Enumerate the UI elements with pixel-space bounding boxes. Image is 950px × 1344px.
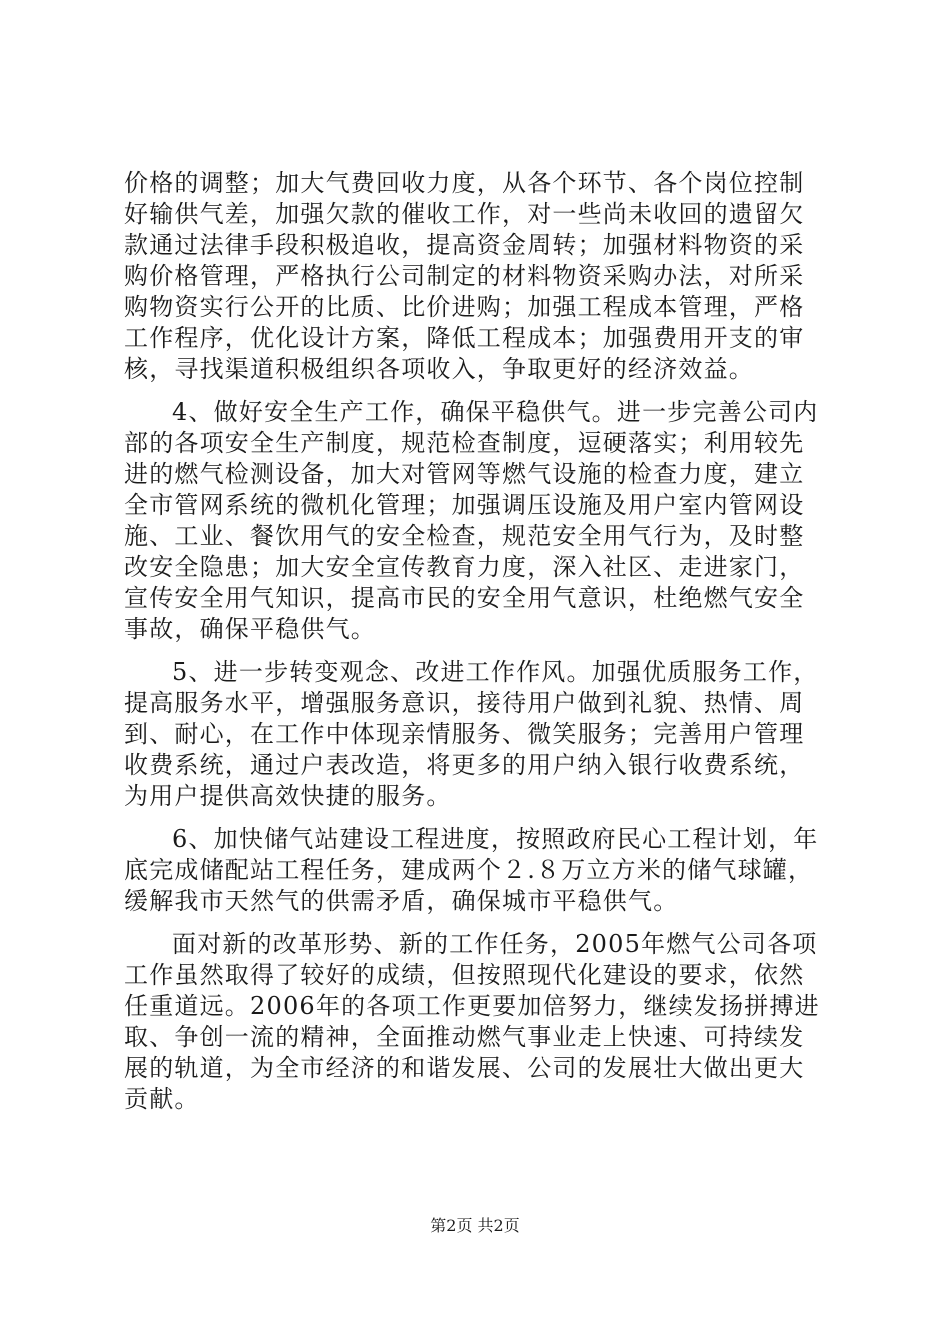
text-line: 任重道远。2006年的各项工作更要加倍努力，继续发扬拼搏进: [124, 992, 820, 1020]
paragraph-service: [124, 657, 828, 812]
text-line: 5、进一步转变观念、改进工作作风。加强优质服务工作，: [172, 658, 819, 686]
text-line: 宣传安全用气知识，提高市民的安全用气意识，杜绝燃气安全: [124, 584, 805, 612]
page-number-footer: 第2页 共2页: [430, 1216, 520, 1235]
text-line: 全市管网系统的微机化管理；加强调压设施及用户室内管网设: [124, 491, 805, 519]
text-line: 施、工业、餐饮用气的安全检查，规范安全用气行为，及时整: [124, 522, 805, 550]
text-line: 核，寻找渠道积极组织各项收入，争取更好的经济效益。: [124, 355, 754, 383]
text-line: 展的轨道，为全市经济的和谐发展、公司的发展壮大做出更大: [124, 1054, 805, 1082]
text-line: 收费系统，通过户表改造，将更多的用户纳入银行收费系统，: [124, 751, 805, 779]
text-line: 到、耐心，在工作中体现亲情服务、微笑服务；完善用户管理: [124, 720, 805, 748]
paragraph-storage-station: [124, 824, 828, 917]
paragraph-cost-control: [124, 168, 828, 385]
text-line: 底完成储配站工程任务，建成两个２.８万立方米的储气球罐，: [124, 856, 814, 884]
document-body: [124, 168, 828, 1115]
text-line: 提高服务水平，增强服务意识，接待用户做到礼貌、热情、周: [124, 689, 805, 717]
text-line: 购物资实行公开的比质、比价进购；加强工程成本管理，严格: [124, 293, 805, 321]
text-line: 款通过法律手段积极追收，提高资金周转；加强材料物资的采: [124, 231, 805, 259]
text-line: 取、争创一流的精神，全面推动燃气事业走上快速、可持续发: [124, 1023, 805, 1051]
text-line: 面对新的改革形势、新的工作任务，2005年燃气公司各项: [172, 930, 818, 958]
text-line: 进的燃气检测设备，加大对管网等燃气设施的检查力度，建立: [124, 460, 805, 488]
text-line: 购价格管理，严格执行公司制定的材料物资采购办法，对所采: [124, 262, 805, 290]
text-line: 部的各项安全生产制度，规范检查制度，逗硬落实；利用较先: [124, 429, 805, 457]
text-line: 6、加快储气站建设工程进度，按照政府民心工程计划，年: [172, 825, 819, 853]
text-line: 价格的调整；加大气费回收力度，从各个环节、各个岗位控制: [124, 169, 805, 197]
text-line: 好输供气差，加强欠款的催收工作，对一些尚未收回的遗留欠: [124, 200, 805, 228]
text-line: 为用户提供高效快捷的服务。: [124, 782, 452, 810]
text-line: 工作程序，优化设计方案，降低工程成本；加强费用开支的审: [124, 324, 805, 352]
text-line: 缓解我市天然气的供需矛盾，确保城市平稳供气。: [124, 887, 679, 915]
text-line: 贡献。: [124, 1085, 200, 1113]
paragraph-conclusion: [124, 929, 828, 1115]
text-line: 4、做好安全生产工作，确保平稳供气。进一步完善公司内: [172, 398, 819, 426]
paragraph-safety: [124, 397, 828, 645]
text-line: 工作虽然取得了较好的成绩，但按照现代化建设的要求，依然: [124, 961, 805, 989]
text-line: 改安全隐患；加大安全宣传教育力度，深入社区、走进家门，: [124, 553, 805, 581]
text-line: 事故，确保平稳供气。: [124, 615, 376, 643]
